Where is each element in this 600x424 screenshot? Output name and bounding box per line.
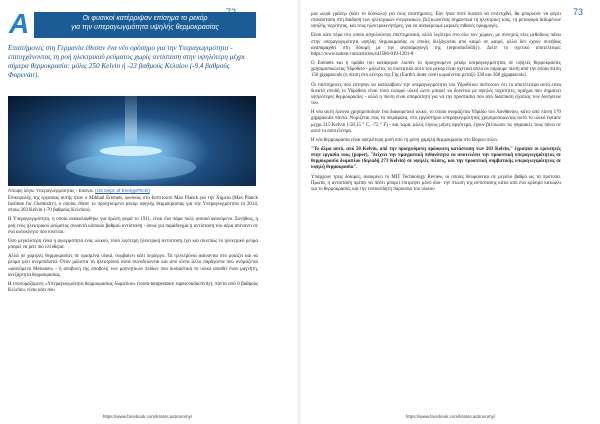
page-number-right: 73 xyxy=(573,7,584,17)
footer-link-right[interactable]: https://www.facebook.com/kratos.astronomy/ xyxy=(405,414,496,419)
photo-credit-link[interactable]: (US Dept. of Energy/Flickr) xyxy=(95,188,150,193)
headline-line-1: Οι φυσικοί κατέρριψαν επίσημα το ρεκόρ xyxy=(82,15,208,22)
right-article-column xyxy=(311,12,561,196)
photo-levitating-disc xyxy=(100,146,162,156)
magazine-logo-icon xyxy=(8,8,34,39)
page-gutter xyxy=(297,0,301,424)
quote-paragraph: "Το άλμα αυτό, από 50 Kelvin, από την προηγούμενη πρόσφατη κατάσταση των 203 Kelvin," έγραψαν οι ερευνητές στην εργασία τους (paper), "δείχνει την πραγματική πιθανότητα να αποτελέσει την προοπτική υπεραγωγιμότητας σε θερμοκρασία δωματίου (δηλαδή 273 Kelvin) σε υψηλές πιέσεις, και την προοπτική συμβατικής υπεραγωγιμότητας σε υψηλή θερμοκρασία". xyxy=(311,146,561,171)
paragraph: Υπάρχουν τρεις δοκιμές, ανακρίνει το MIT Technology Review, οι οποίες θεωρούνται σε μεγάλο βαθμό ως τα πρότυπα. Πρώτα, η αντίσταση πρέπει να πέσει μπορεί επιτρέψει μόνο δύο· την πτώση της αντίστασης κάτω από ένα κρίσιμο κατώφλι για το θερμοκρασία, και την ενσυνείδητη παρουσία του υλικού xyxy=(311,174,561,192)
photo-caption-text: Άποψη λόγω Υπεραγωγιμότητας - Εικόνα: xyxy=(8,188,96,193)
paragraph: Η Υπεραγωγιμότητα, η οποία ανακαλύφθηκε για πρώτη φορά το 1911, είναι ένα πάρα πολύ φυσικό φαινόμενο. Συνήθως, η ροή ενός ηλεκτρικού ρεύματος συναντά κάποιου βαθμού αντίσταση - όπως για παράδειγμα η αντίσταση του αέρα απέναντι σε ένα αυτοκίνητο που κινείται. xyxy=(8,217,258,235)
paragraph: Είναι κάτι πέρα στο οποίο ασχολούνται επιστημονικά, αλλά λιγότερο στο όλο των χώρων, με συνεχείς νέες μεθόδους πάνω στην υπεραγωγιμότητα υψηλής θερμοκρασίας οι οποίες διεξάγονται από καιρό σε καιρό, αλλά δεν έχουν συνήθως αναπαραχθεί στη δοκιμή με την αναπαραγωγή της (reproducibility). Δείτε το σχετικό αποτέλεσμα: https://www.nature.com/articles/s41586-019-1201-8 xyxy=(311,33,561,57)
headline xyxy=(36,14,254,32)
footer-link-left[interactable]: https://www.facebook.com/kratos.astronomy/ xyxy=(102,414,193,419)
paragraph: μια «ιερά γράλη» (κάτι το δύσκολο) για τους επιστήμονες. Εάν ήταν ποτέ δυνατό να επιτευχθεί, θα μπορούσε να φέρει επανάσταση στη διάδοση των ηλεκτρικών ενεργειακών, βελτιώνοντας σημαντικά τη ηλεκτρική τους, τη μεταφορά δεδομένων υψηλής ταχύτητας, και τους ηλεκτροκινητήρες, για να αναφέρουμε μερικές πιθανές εφαρμογές. xyxy=(311,12,561,30)
logo-letter: A xyxy=(9,8,30,39)
paragraph: Όσο μεγαλύτερη είναι η αγωγιμότητα ενός υλικού, τόσο λιγότερη ηλεκτρική αντίσταση έχει και συνεπώς το ηλεκτρικό ρεύμα μπορεί να ρέει πιο ελεύθερα. xyxy=(8,238,258,251)
photo-mist xyxy=(66,154,196,180)
paragraph: Επικεφαλής της εργασίας αυτής ήταν ο Mikhail Eremets, φυσικός στο Ινστιτούτο Max Planck για την Χημεία (Max Planck Institute for Chemistry), ο οποίος έθεσε το προηγούμενο ρεκόρ υψηλής θερμοκρασίας για την Υπεραγωγιμότητα το 2014, στους 203 Kelvin (-70 βαθμούς Κελσίου). xyxy=(8,196,258,214)
paragraph: Οι επιστήμονες που έστησαν να κατάλάβουν την υπεραγωγιμότητα του Υδρόθειου πιστεύουν ότι το αποτέλεσμα αυτό είναι δυνατό επειδή το Υδρόθειο είναι τόσο ελαφρύ υλικό ώστε μπορεί να δονείται με υψηλές ταχύτητες, πράγμα που σημαίνει υψηλότερες θερμοκρασίες - αλλά η πίεση είναι απαραίτητη για να την προστασία που από διάσπαση εξαιτίας των δονήσεων του. xyxy=(311,82,561,107)
intro-paragraph: Επιστήμονες στη Γερμανία έθεσαν ένα νέο ορόσημο για την Υπεραγωγιμότητα - επιτυγχάνοντας τη ροή ηλεκτρικού ρεύματος χωρίς αντίσταση στην υψηλότερη μέχρι σήμερα θερμοκρασία: μόλις 250 Kelvin ή -23 βαθμούς Κελσίου (-9,4 βαθμούς Φαρενάιτ). xyxy=(8,44,245,80)
paragraph: Η νέα θερμοκρασία είναι υψηλότερη μισή από τη μέση χαμηλή θερμοκρασία στο Βόρειο πόλο. xyxy=(311,137,499,143)
paragraph: Η επονομαζόμενη «Υπεραγωγιμότητα θερμοκρασίας δωματίου» (room-temperature superconductivity), πάντα από 0 βαθμούς Κελσίου, είναι κάτι που xyxy=(8,281,258,294)
left-article-column xyxy=(8,196,258,297)
photo-caption xyxy=(8,188,258,194)
superconductor-photo xyxy=(8,96,256,186)
paragraph: Ο Eremets και η ομάδα του κατάφεραν λοιπόν το προηγούμενο ρεκόρ υπεραγωγιμότητας σε υψηλές θερμοκρασίες χρησιμοποιώντας Υδρόθειο - μάλιστα, το συστατικό αυτό του ρεκόρ είναι σχετικά απλό αν πάρουμε πίεση από την οποία πίεση 150 gigapascals (η πίεση στο κέντρο της Γης (Earth's inner core) κυμαίνεται μεταξύ 330 και 360 gigapascals). xyxy=(311,61,561,79)
paragraph: Η νέα αυτή έρευνα χρησιμοποίησε ένα διαφορετικό υλικό, το οποίο ονομάζεται Υδρίδιο του Λανθανίου, κάτω από πίεση 170 gigapascals πάντα. Νομίζεται πως τα πειράματα, στο εργαστήριο υπεραγωγιμότητας χρησιμοποιώντας αυτό το υλικό έφτασε μέχρι 215 Kelvin (-58,15 ° C, -72 ° F) - και τώρα, μόλις λίγους μήνες αργότερα, έχουν βελτιώσει τις ψηφιακές τους πάνω σε αυτό το αποτέλεσμα. xyxy=(311,110,561,134)
headline-line-2: για την υπεραγωγιμότητα υψηλής θερμοκρασίας xyxy=(71,24,219,31)
paragraph: Αλλά σε χαμηλές θερμοκρασίες σε ορισμένα υλικά, συμβαίνει κάτι περίεργο. Τα ηλεκτρόνια φαίνονται στο μοιάζει και να ρεύμα ρέει ανεμπόδιστα. Όταν μάλιστα τα ηλεκτρόνια αυτά συνοδεύονται και από ιόντα άλλο παράγοντα που ονομάζεται «φαινόμενο Meissner» - ή αποβολή της αποβολή των μαγνητικών πεδίων που ουσιαστικά το υλικό απωθεί έναν μαγνήτη, ανεξάρτητα θερμοκρασίας. xyxy=(8,254,258,278)
photo-light-beam xyxy=(125,96,137,152)
left-page xyxy=(0,0,295,424)
right-page xyxy=(303,0,598,424)
